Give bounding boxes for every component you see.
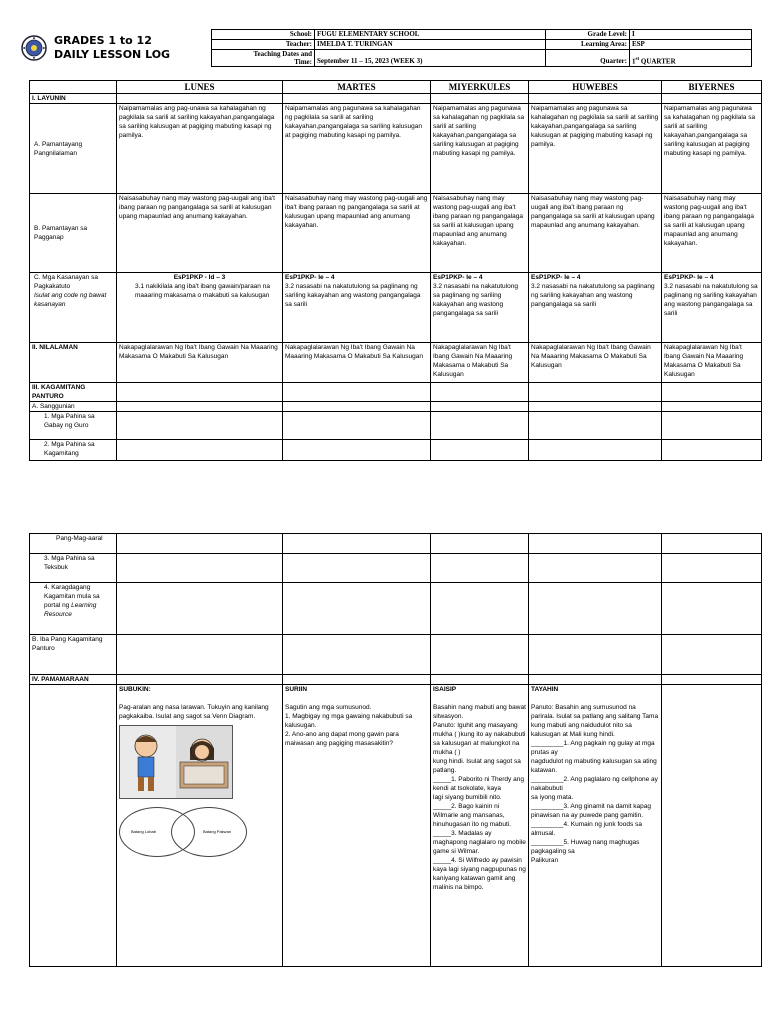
label-gabay-ng-guro: 1. Mga Pahina sa Gabay ng Guro xyxy=(30,412,117,440)
label-pamantayan-sa-pagganap: B. Pamantayan sa Pagganap xyxy=(30,194,117,273)
label-iba-pang-kagamitang: B. Iba Pang Kagamitang Panturo xyxy=(30,635,117,675)
tayahin-line-1: Panuto: Basahin ang sumusunod na parirala. Isulat sa patlang ang salitang Tama kung mabuti ang naidudulot nito sa kalusugan at Mali kung hindi. xyxy=(531,704,659,738)
suriin-line-3: 2. Ano-ano ang dapat mong gawin para maiwasan ang pagiging masasakitin? xyxy=(285,731,399,747)
label-pang-mag-aaral: Pang-Mag-aaral xyxy=(30,534,117,554)
teaching-dates-label-1: Teaching Dates and xyxy=(253,50,312,58)
pamamaraan-lunes xyxy=(117,685,283,967)
pagganap-row xyxy=(30,194,762,273)
kasanayan-code: EsP1PKP- Ie – 4 xyxy=(285,274,335,281)
pamantayang-row xyxy=(30,104,762,194)
school-label: School: xyxy=(212,30,315,40)
quarter-number: 1 xyxy=(632,57,636,65)
title-line-1: GRADES 1 to 12 xyxy=(54,34,152,47)
karagdagang-row xyxy=(30,583,762,635)
teaching-dates-value: September 11 – 15, 2023 (WEEK 3) xyxy=(315,50,546,67)
pamantayang-lunes: Naipamamalas ang pag-unawa sa kahalagahan ng pagkilala sa sarili at sariling kakayahan,pangangalaga sa sariling kalusugan at pagiging mabuting kasapi ng pamilya. xyxy=(117,104,283,194)
tayahin-line-7: _________3. Ang ginamit na damit kapag pinawisan na ay puwede pang gamitin. xyxy=(531,803,651,819)
deped-seal-icon xyxy=(21,33,47,63)
gabay-row xyxy=(30,412,762,440)
sanggunian-row xyxy=(30,402,762,412)
isaisip-line-2: Panuto: Iguhit ang masayang mukha ( )kung ito ay nakabubuti sa kalusugan at malungkot na mukha ( ) xyxy=(433,722,526,756)
venn-right-label: Batang Pakwan xyxy=(203,829,232,834)
teacher-value: IMELDA T. TURINGAN xyxy=(315,40,546,50)
label-karagdagang-kagamitan xyxy=(30,583,117,635)
kasanayan-label: C. Mga Kasanayan sa Pagkakatuto xyxy=(34,274,98,290)
kagamitang-mag-aaral-row-a xyxy=(30,440,762,461)
venn-left-label: Batang Lobab xyxy=(131,829,156,834)
isaisip-line-4: _____1. Paborito ni Therdy ang kendi at tsokolate, kaya xyxy=(433,776,524,792)
title-line-2: DAILY LESSON LOG xyxy=(54,48,171,61)
pagganap-martes: Naisasabuhay nang may wastong pag-uugali ang iba't ibang paraan ng pangangalaga sa sarili at kalusugan upang mapaunlad ang anumang kakayahan. xyxy=(283,194,431,273)
day-header-biyernes: BIYERNES xyxy=(662,81,762,94)
kasanayan-text: 3.2 nasasabi na nakatutulong sa paglinang ng sariling kakayahan ang wastong pangangalaga sa sarili xyxy=(285,283,421,308)
pagganap-biyernes: Naisasabuhay nang may wastong pag-uugali ang iba't ibang paraan ng pangangalaga sa sarili at kalusugan upang mapaunlad ang anumang kakayahan. xyxy=(662,194,762,273)
day-header-lunes: LUNES xyxy=(117,81,283,94)
tayahin-line-5: _________2. Ang paglalaro ng cellphone ay nakabubuti xyxy=(531,776,658,792)
grade-level-label: Grade Level: xyxy=(546,30,630,40)
isaisip-line-9: _____4. Si Wilfredo ay pawisin kaya lagi siyang nagpupunas ng kaniyang katawan gamit ang malinis na bimpo. xyxy=(433,857,526,891)
suriin-line-2: 1. Magbigay ng mga gawaing nakabubuti sa kalusugan. xyxy=(285,713,413,729)
pamantayang-miyerkules: Naipamamalas ang pagunawa sa kahalagahan ng pagkilala sa sarili at sariling kakayahan,pangangalaga sa sariling kalusugan at pagiging mabuting kasapi ng pamilya. xyxy=(431,104,529,194)
tayahin-line-4: katawan. xyxy=(531,767,558,774)
day-header-row xyxy=(30,81,762,94)
isaisip-line-7: _____3. Madalas ay maghapong naglalaro ng mobile xyxy=(433,830,526,846)
kasanayan-text: 3.2 nasasabi na nakatutulong sa paglinang ng sariling kakayahan ang wastong pangangalaga sa sarili xyxy=(531,283,655,308)
subukin-text: Pag-aralan ang nasa larawan. Tukuyin ang kanilang pagkakaiba. Isulat ang sagot sa Venn Diagram. xyxy=(119,704,269,720)
nilalaman-lunes: Nakapaglalarawan Ng Iba't Ibang Gawain Na Maaaring Makasama O Makabuti Sa Kalusugan xyxy=(117,343,283,383)
kagamitang-mag-aaral-row-b xyxy=(30,534,762,554)
pamamaraan-biyernes xyxy=(662,685,762,967)
kasanayan-huwebes xyxy=(529,273,662,343)
tayahin-heading: TAYAHIN xyxy=(531,686,559,693)
pamamaraan-huwebes xyxy=(529,685,662,967)
school-value: FUGU ELEMENTARY SCHOOL xyxy=(315,30,546,40)
subukin-heading: SUBUKIN: xyxy=(119,686,151,693)
quarter-value xyxy=(630,50,752,67)
pamamaraan-header-row xyxy=(30,675,762,685)
pagganap-lunes: Naisasabuhay nang may wastong pag-uugali ang iba't ibang paraan ng pangangalaga sa sarili at kalusugan upang mapaunlad ang anumang kakayahan. xyxy=(117,194,283,273)
isaisip-heading: ISAISIP xyxy=(433,686,457,693)
pamamaraan-miyerkules xyxy=(431,685,529,967)
kasanayan-martes xyxy=(283,273,431,343)
kasanayan-note: Isulat ang code ng bawat kasanayan xyxy=(34,292,107,308)
document-title xyxy=(54,34,170,62)
venn-diagram xyxy=(119,807,249,857)
tayahin-line-10: Palikuran xyxy=(531,857,559,864)
children-picture-icon xyxy=(120,726,232,798)
pamantayang-huwebes: Naipamamalas ang pagunawa sa kahalagahan ng pagkilala sa sarili at sariling kakayahan,pangangalaga sa sariling kalusugan at pagiging mabuting kasapi ng pamilya. xyxy=(529,104,662,194)
pagganap-miyerkules: Naisasabuhay nang may wastong pag-uugali ang iba't ibang paraan ng pangangalaga sa sarili at kalusugan upang mapaunlad ang anumang kakayahan. xyxy=(431,194,529,273)
nilalaman-biyernes: Nakapaglalarawan Ng Iba't Ibang Gawain Na Maaaring Makasama O Makabuti Sa Kalusugan xyxy=(662,343,762,383)
quarter-label: Quarter: xyxy=(546,50,630,67)
kasanayan-text: 3.2 nasasabi na nakatutulong sa paglinang ng sariling kakayahan ang wastong pangangalaga sa sarili xyxy=(664,283,758,317)
layunin-row xyxy=(30,94,762,104)
tayahin-line-3: nagdudulot ng mabuting kalusugan sa ating xyxy=(531,758,657,765)
nilalaman-miyerkules: Nakapaglalarawan Ng Iba't Ibang Gawain Na Maaaring Makasama o Makabuti Sa Kalusugan xyxy=(431,343,529,383)
suriin-heading: SURIIN xyxy=(285,686,308,693)
teacher-label: Teacher: xyxy=(212,40,315,50)
label-kasanayan xyxy=(30,273,117,343)
isaisip-line-1: Basahin nang mabuti ang bawat sitwasyon. xyxy=(433,704,526,720)
section-kagamitang-panturo: III. KAGAMITANG PANTURO xyxy=(30,383,117,402)
isaisip-line-6: _____2. Bago kainin ni Wilmarie ang mansanas, hinuhugasan ito ng mabuti. xyxy=(433,803,512,828)
grade-level-value: I xyxy=(630,30,752,40)
pamantayang-biyernes: Naipamamalas ang pagunawa sa kahalagahan ng pagkilala sa sarili at sariling kakayahan,pangangalaga sa sariling kalusugan at pagiging mabuting kasapi ng pamilya. xyxy=(662,104,762,194)
isaisip-line-8: game si Wilmar. xyxy=(433,848,480,855)
learning-area-label: Learning Area: xyxy=(546,40,630,50)
isaisip-line-5: lagi siyang bumibili nito. xyxy=(433,794,502,801)
pagganap-huwebes: Naisasabuhay nang may wastong pag-uugali ang iba't ibang paraan ng pangangalaga sa sarili at kalusugan upang mapaunlad ang anumang kakayahan. xyxy=(529,194,662,273)
kasanayan-code: EsP1PKP- Ie – 4 xyxy=(664,274,714,281)
pamamaraan-row xyxy=(30,685,762,967)
kasanayan-row xyxy=(30,273,762,343)
quarter-text: QUARTER xyxy=(639,57,676,65)
corner-cell xyxy=(30,81,117,94)
label-teksbuk: 3. Mga Pahina sa Teksbuk xyxy=(30,554,117,583)
karagdagang-label: 4. Karagdagang Kagamitan mula sa portal ng xyxy=(44,584,100,609)
tayahin-line-6: sa iyong mata. xyxy=(531,794,574,801)
quarter-suffix: st xyxy=(635,56,640,62)
nilalaman-huwebes: Nakapaglalarawan Ng Iba't Ibang Gawain Na Maaaring Makasama O Makabuti Sa Kalusugan xyxy=(529,343,662,383)
tayahin-line-9: _________5. Huwag nang maghugas pagkagaling sa xyxy=(531,839,640,855)
lesson-log-table-part2 xyxy=(29,533,762,967)
section-nilalaman: II. NILALAMAN xyxy=(30,343,117,383)
children-illustration xyxy=(119,725,233,799)
kasanayan-miyerkules xyxy=(431,273,529,343)
lesson-log-table-part1 xyxy=(29,80,762,461)
iba-pang-row xyxy=(30,635,762,675)
tayahin-line-8: _________4. Kumain ng junk foods sa almusal. xyxy=(531,821,642,837)
pamamaraan-martes xyxy=(283,685,431,967)
section-layunin: I. LAYUNIN xyxy=(30,94,117,104)
tayahin-line-2: _________1. Ang pagkain ng gulay at mga prutas ay xyxy=(531,740,655,756)
learning-area-value: ESP xyxy=(630,40,752,50)
kasanayan-text: 3.1 nakikilala ang iba't ibang gawain/paraan na maaaring makasama o makabuti sa kalusugan xyxy=(135,283,270,299)
day-header-martes: MARTES xyxy=(283,81,431,94)
kasanayan-code: EsP1PKP- Ie – 4 xyxy=(433,274,483,281)
label-sanggunian: A. Sanggunian xyxy=(30,402,117,412)
section-pamamaraan: IV. PAMAMARAAN xyxy=(30,675,117,685)
nilalaman-row xyxy=(30,343,762,383)
day-header-huwebes: HUWEBES xyxy=(529,81,662,94)
label-pamantayang-pangnilalaman: A. Pamantayang Pangnilalaman xyxy=(30,104,117,194)
teksbuk-row xyxy=(30,554,762,583)
kagamitang-row xyxy=(30,383,762,402)
kasanayan-biyernes xyxy=(662,273,762,343)
header-info-table xyxy=(211,29,752,67)
pamantayang-martes: Naipamamalas ang pagunawa sa kahalagahan ng pagkilala sa sarili at sariling kakayahan,pangangalaga sa sariling kalusugan at pagiging mabuting kasapi ng pamilya. xyxy=(283,104,431,194)
suriin-line-1: Sagutin ang mga sumusunod. xyxy=(285,704,372,711)
nilalaman-martes: Nakapaglalarawan Ng Iba't Ibang Gawain Na Maaaring Makasama O Makabuti Sa Kalusugan xyxy=(283,343,431,383)
karagdagang-italic: Learning Resource xyxy=(44,602,97,618)
kasanayan-lunes xyxy=(117,273,283,343)
teaching-dates-label xyxy=(212,50,315,67)
day-header-miyerkules: MIYERKULES xyxy=(431,81,529,94)
label-kagamitang-mag-aaral: 2. Mga Pahina sa Kagamitang xyxy=(30,440,117,461)
teaching-dates-label-2: Time: xyxy=(294,58,312,66)
isaisip-line-3: kung hindi. Isulat ang sagot sa patlang. xyxy=(433,758,521,774)
kasanayan-code: EsP1PKP - Id – 3 xyxy=(173,274,226,281)
kasanayan-text: 3.2 nasasabi na nakatutulong sa paglinang ng sariling kakayahan ang wastong pangangalaga sa sarili xyxy=(433,283,518,317)
kasanayan-code: EsP1PKP- Ie – 4 xyxy=(531,274,581,281)
